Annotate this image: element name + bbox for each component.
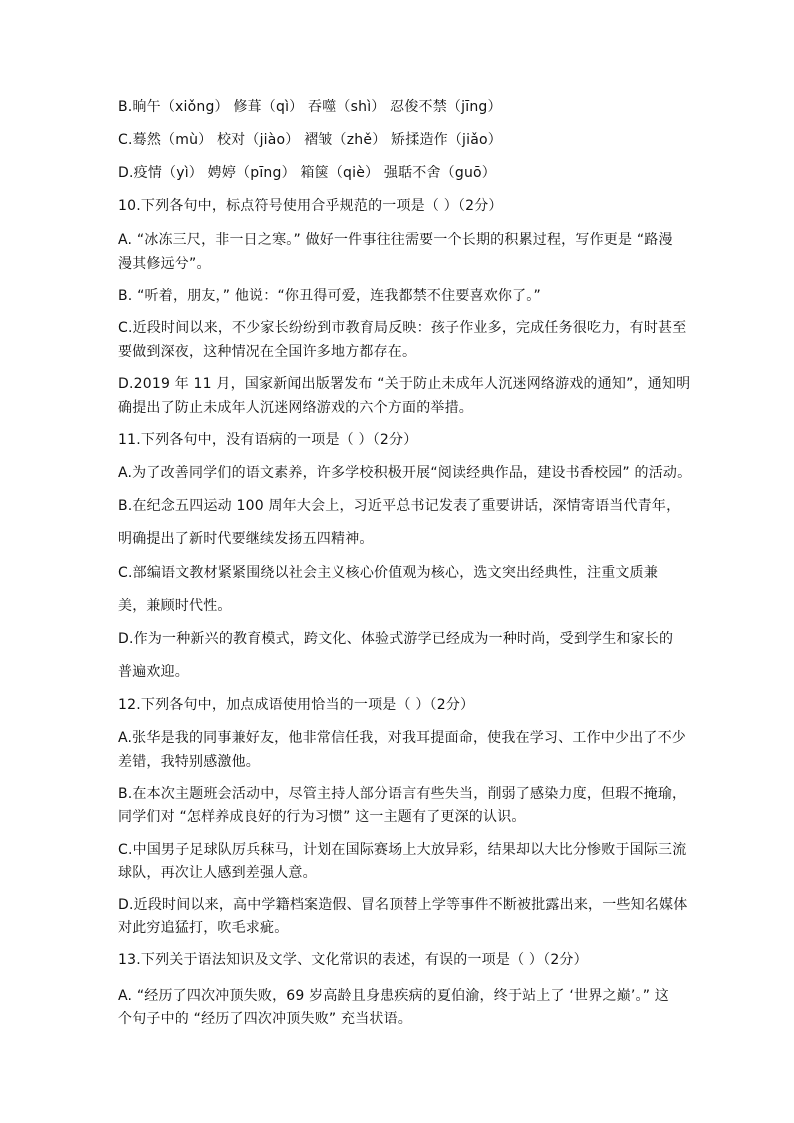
q10-option-c-line2: 要做到深夜，这种情况在全国许多地方都存在。 bbox=[118, 344, 417, 360]
q12-option-b-line1: B.在本次主题班会活动中，尽管主持人部分语言有些失当，削弱了感染力度，但瑕不掩瑜， bbox=[118, 786, 687, 802]
q10-option-a-line2: 漫其修远兮”。 bbox=[118, 256, 211, 272]
q11-option-d-line2: 普遍欢迎。 bbox=[118, 664, 189, 680]
q12-option-d-line2: 对此穷追猛打，吹毛求疵。 bbox=[118, 920, 289, 936]
q10-option-d-line2: 确提出了防止未成年人沉迷网络游戏的六个方面的举措。 bbox=[118, 400, 473, 416]
q12-option-a-line2: 差错，我特别感激他。 bbox=[118, 754, 260, 770]
q12-option-c-line1: C.中国男子足球队厉兵秣马，计划在国际赛场上大放异彩，结果却以大比分惨败于国际三流 bbox=[118, 842, 687, 858]
q10-option-c-line1: C.近段时间以来，不少家长纷纷到市教育局反映：孩子作业多，完成任务很吃力，有时甚至 bbox=[118, 320, 687, 336]
q9-option-c: C.蓦然（mù） 校对（jiào） 褶皱（zhě） 矫揉造作（jiǎo） bbox=[118, 132, 502, 148]
q10-option-a-line1: A. “冰冻三尺，非一日之寒。” 做好一件事往往需要一个长期的积累过程，写作更是 “路漫 bbox=[118, 232, 673, 248]
q12-option-a-line1: A.张华是我的同事兼好友，他非常信任我，对我耳提面命，使我在学习、工作中少出了不少 bbox=[118, 730, 686, 746]
q11-option-c-line2: 美，兼顾时代性。 bbox=[118, 598, 232, 614]
q9-option-d: D.疫情（yì） 娉婷（pīng） 箱箧（qiè） 强聒不舍（guō） bbox=[118, 165, 497, 181]
q12-option-d-line1: D.近段时间以来，高中学籍档案造假、冒名顶替上学等事件不断被批露出来，一些知名媒体 bbox=[118, 897, 688, 913]
q10-option-d-line1: D.2019 年 11 月，国家新闻出版署发布 “关于防止未成年人沉迷网络游戏的通知”，通知明 bbox=[118, 376, 691, 392]
q13-option-a-line2: 个句子中的 “经历了四次冲顶失败” 充当状语。 bbox=[118, 1011, 413, 1027]
q13-stem: 13.下列关于语法知识及文学、文化常识的表述，有误的一项是（ ）（2分） bbox=[118, 952, 588, 968]
q11-option-a: A.为了改善同学们的语文素养，许多学校积极开展“阅读经典作品，建设书香校园” 的活动。 bbox=[118, 465, 692, 481]
q10-option-b: B. “听着，朋友，” 他说：“你丑得可爱，连我都禁不住要喜欢你了。” bbox=[118, 288, 541, 304]
q11-option-b-line1: B.在纪念五四运动 100 周年大会上，习近平总书记发表了重要讲话，深情寄语当代青年， bbox=[118, 498, 681, 514]
q13-option-a-line1: A. “经历了四次冲顶失败，69 岁高龄且身患疾病的夏伯渝，终于站上了 ‘世界之巅’。” 这 bbox=[118, 988, 670, 1004]
q12-option-b-line2: 同学们对 “怎样养成良好的行为习惯” 这一主题有了更深的认识。 bbox=[118, 809, 526, 825]
q12-option-c-line2: 球队，再次让人感到差强人意。 bbox=[118, 865, 317, 881]
q12-stem: 12.下列各句中，加点成语使用恰当的一项是（ ）（2分） bbox=[118, 697, 475, 713]
q11-option-b-line2: 明确提出了新时代要继续发扬五四精神。 bbox=[118, 531, 374, 547]
q9-option-b: B.晌午（xiǒng） 修葺（qì） 吞噬（shì） 忍俊不禁（jīng） bbox=[118, 99, 502, 115]
q11-option-d-line1: D.作为一种新兴的教育模式，跨文化、体验式游学已经成为一种时尚，受到学生和家长的 bbox=[118, 631, 674, 647]
q10-stem: 10.下列各句中，标点符号使用合乎规范的一项是（ ）（2分） bbox=[118, 198, 503, 214]
q11-option-c-line1: C.部编语文教材紧紧围绕以社会主义核心价值观为核心，选文突出经典性，注重文质兼 bbox=[118, 565, 659, 581]
q11-stem: 11.下列各句中，没有语病的一项是（ ）（2分） bbox=[118, 432, 418, 448]
